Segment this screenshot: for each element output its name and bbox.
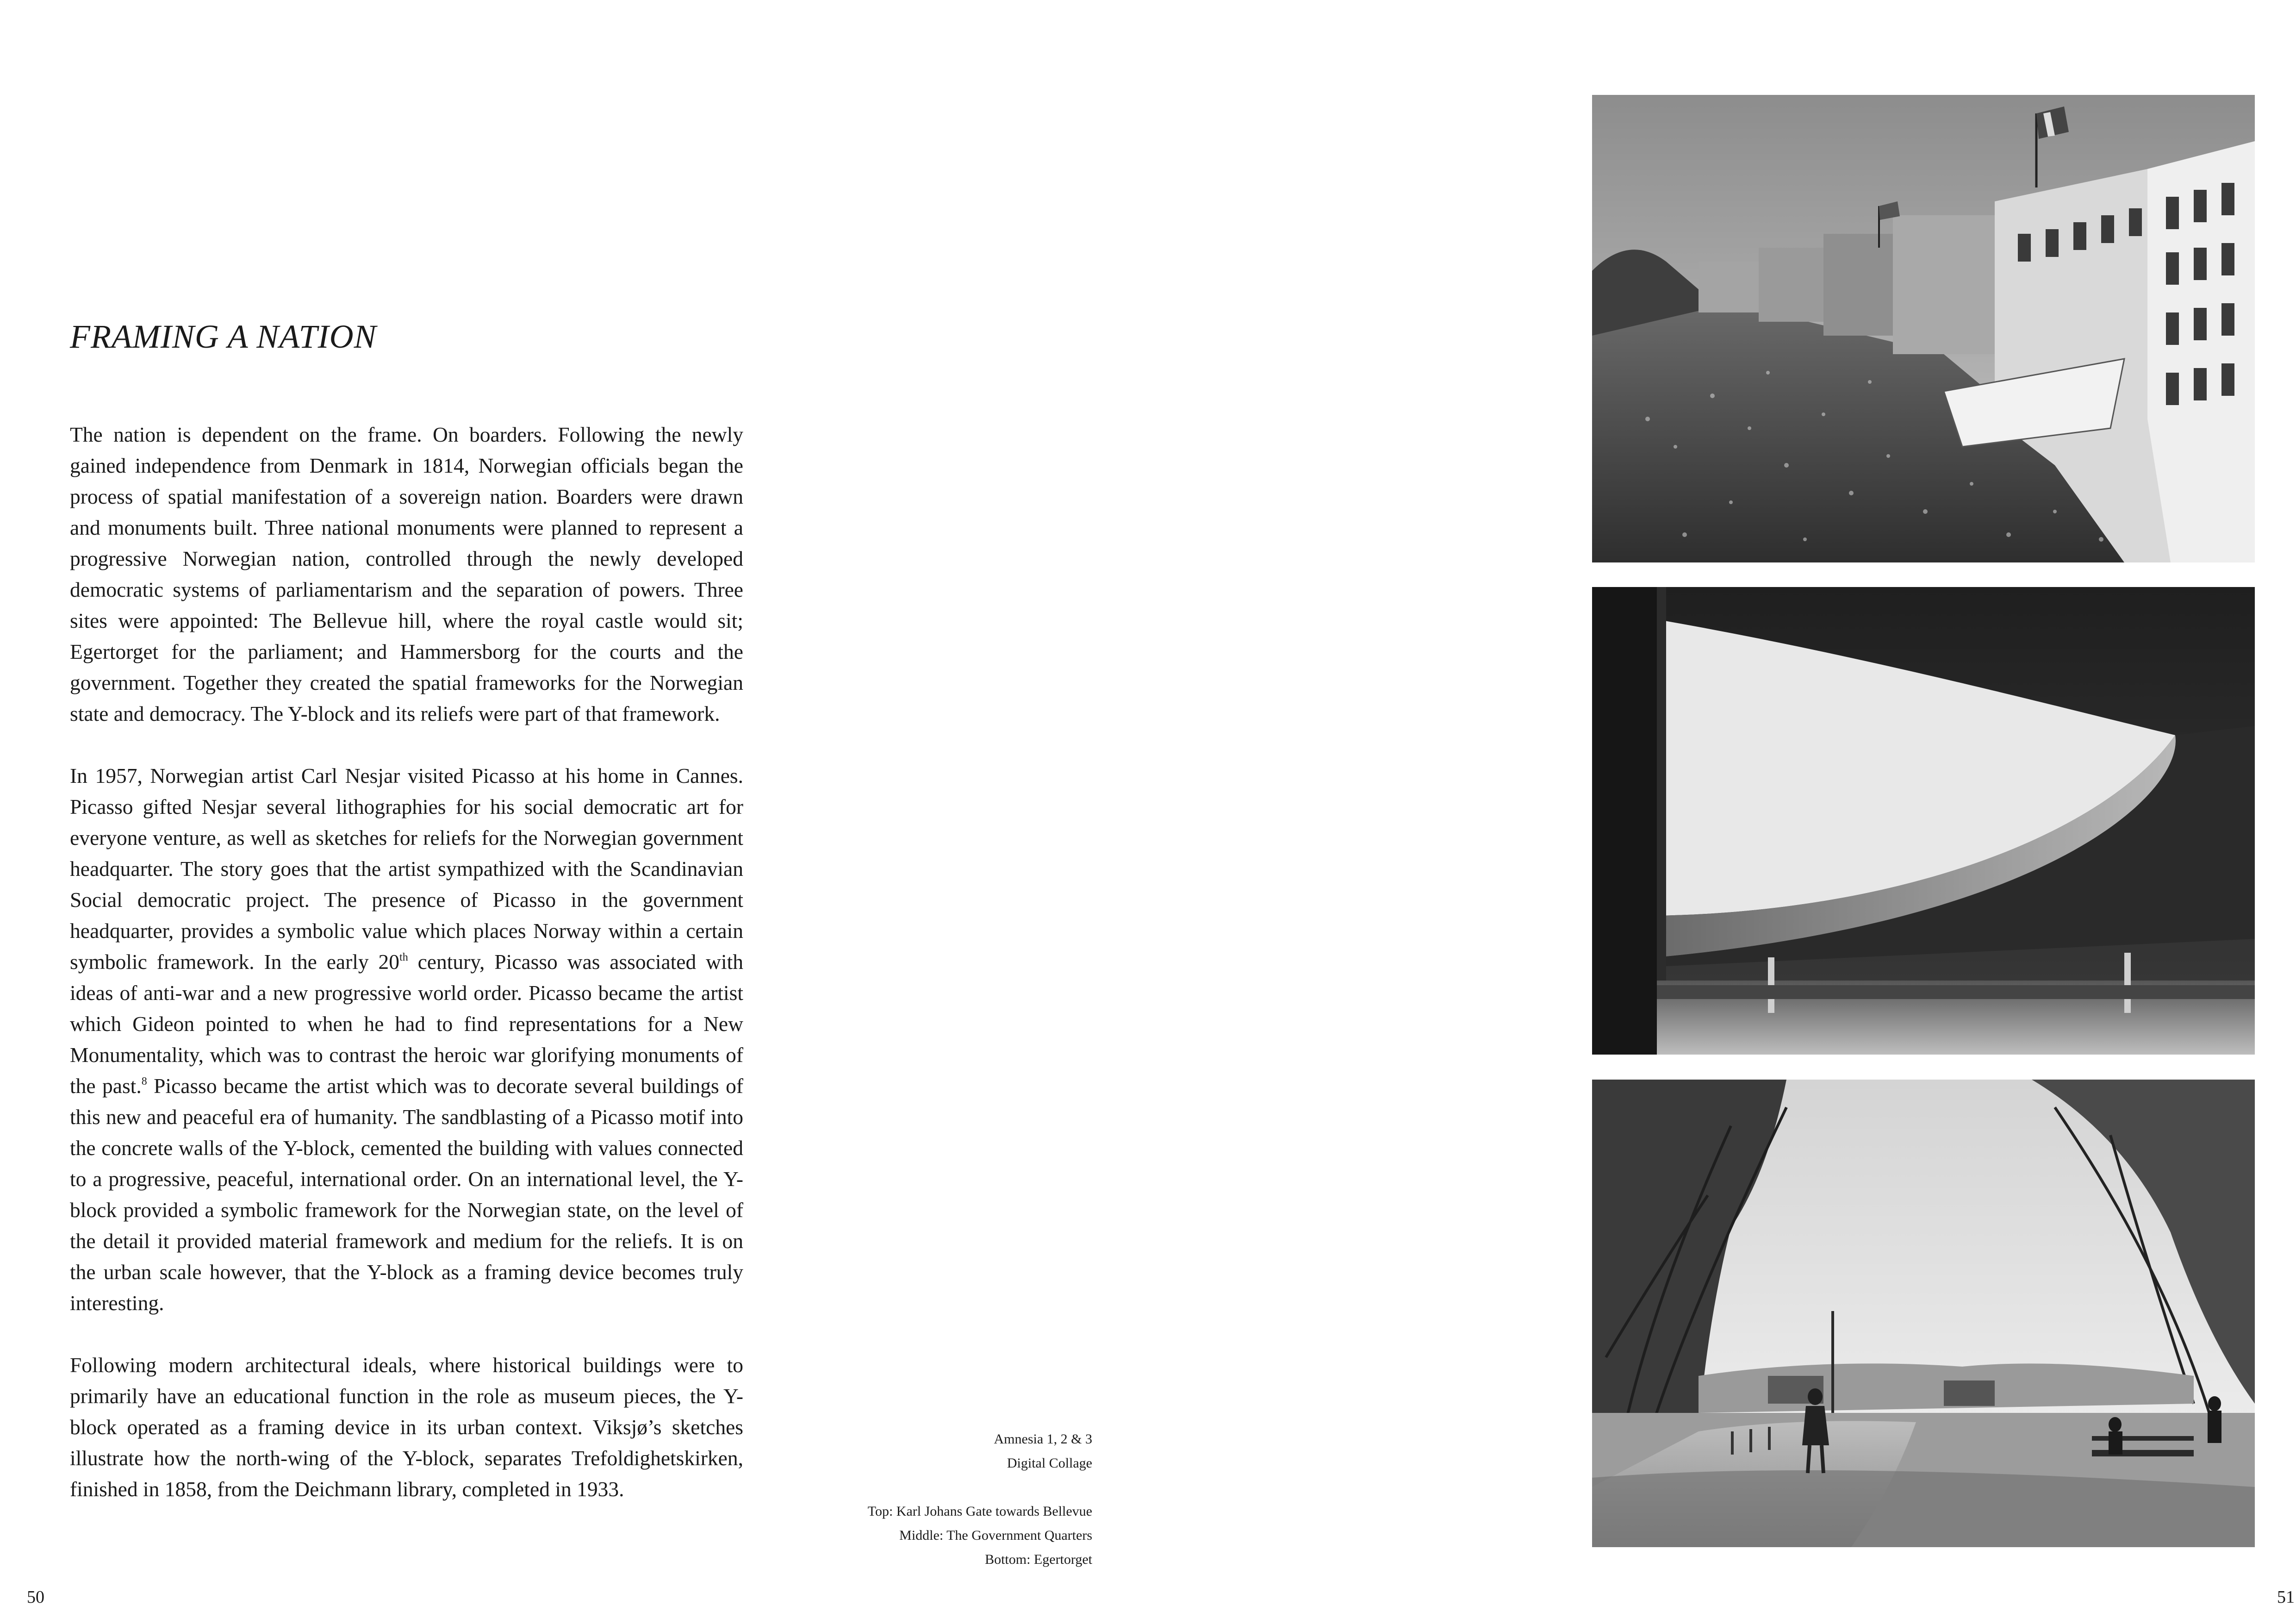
page-number-left: 50 [27,1587,44,1607]
photo-government-quarters [1592,587,2255,1055]
footnote-reference[interactable]: 8 [141,1075,147,1087]
paragraph-2-part-c: Picasso became the artist which was to decorate several buildings of this new and peaceful era of humanity. The sandblasting of a Picasso motif into the concrete walls of the Y-block, cemented the building with values connected to a progressive, peaceful, international order. On an international level, the Y-block provided a symbolic framework for the Norwegian state, on the level of the detail it provided material framework and medium for the reliefs. It is on the urban scale however, that the Y-block as a framing device becomes truly interesting. [70,1074,743,1315]
paragraph-3: Following modern architectural ideals, where historical buildings were to primarily have an educational function in the role as museum pieces, the Y-block operated as a framing device in its urban context. Viksjø’s sketches illustrate how the north-wing of the Y-block, separates Trefoldighetskirken, finished in 1858, from the Deichmann library, completed in 1933. [70,1353,743,1501]
page-number-right: 51 [2277,1587,2295,1607]
concrete-canopy-image [1592,587,2255,1055]
caption-gap [815,1475,1092,1499]
photo-karl-johans-gate [1592,95,2255,562]
body-text [70,419,743,1505]
street-crowd-image [1592,95,2255,562]
caption-medium: Digital Collage [1007,1455,1092,1471]
caption-bottom: Bottom: Egertorget [985,1552,1092,1567]
photo-egertorget [1592,1080,2255,1547]
caption-title: Amnesia 1, 2 & 3 [994,1431,1092,1447]
paragraph-2-part-a: In 1957, Norwegian artist Carl Nesjar visited Picasso at his home in Cannes. Picasso gifted Nesjar several lithographies for his social democratic art for everyone venture, as well as sketches for reliefs for the Norwegian government headquarter. The story goes that the artist sympathized with the Scandinavian Social democratic project. The presence of Picasso in the government headquarter, provides a symbolic value which places Norway within a certain symbolic framework. In the early 20 [70,764,743,974]
image-caption [815,1427,1092,1572]
paragraph-2-part-b: century, Picasso was associated with ideas of anti-war and a new progressive world order. Picasso became the artist which Gideon pointed to when he had to find representations for a New Monumentality, which was to contrast the heroic war glorifying monuments of the past. [70,950,743,1098]
park-square-image [1592,1080,2255,1547]
paragraph-2 [70,760,743,1318]
paragraph-1: The nation is dependent on the frame. On boarders. Following the newly gained independence from Denmark in 1814, Norwegian officials began the process of spatial manifestation of a sovereign nation. Boarders were drawn and monuments built. Three national monuments were planned to represent a progressive Norwegian nation, controlled through the newly developed democratic systems of parliamentarism and the separation of powers. Three sites were appointed: The Bellevue hill, where the royal castle would sit; Egertorget for the parliament; and Hammersborg for the courts and the government. Together they created the spatial frameworks for the Norwegian state and democracy. The Y-block and its reliefs were part of that framework. [70,423,743,725]
page-title: FRAMING A NATION [70,318,377,355]
caption-middle: Middle: The Government Quarters [899,1528,1092,1543]
caption-top: Top: Karl Johans Gate towards Bellevue [867,1504,1092,1519]
ordinal-superscript: th [399,951,408,963]
